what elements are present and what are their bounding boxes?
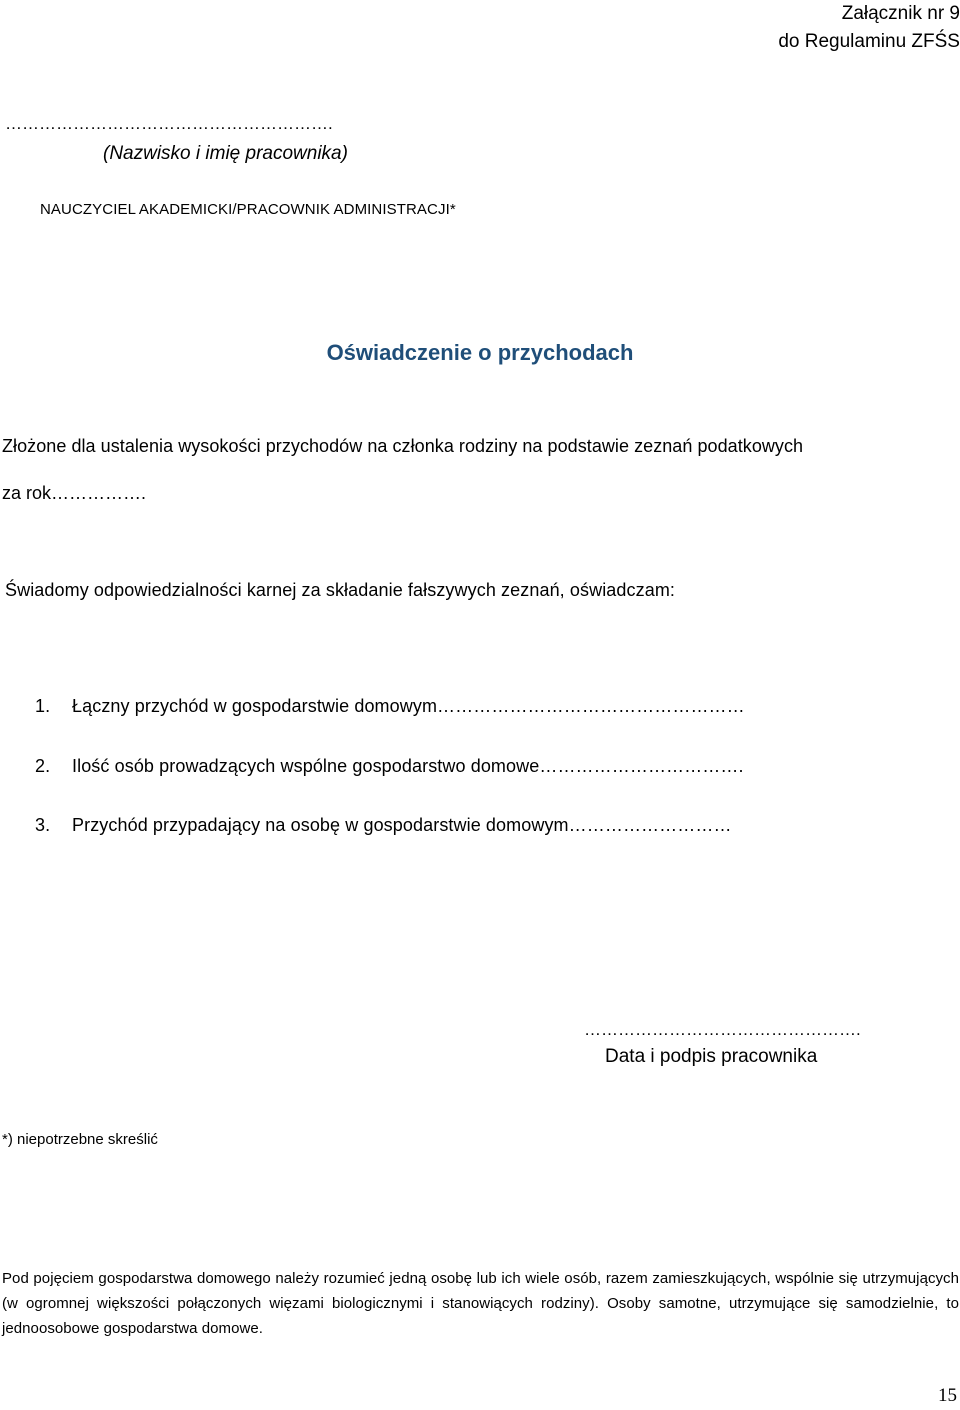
tax-year-field[interactable]: za rok……………. [2,483,147,503]
annex-reference [778,0,960,56]
list-item-number: 3. [35,815,51,835]
household-definition: Pod pojęciem gospodarstwa domowego należy rozumieć jedną osobę lub ich wiele osób, razem zamieszkujących, wspólnie się utrzymujących (w ogromnej większości połączonych więzami biologicznymi i stanowiących rodziny). Osoby samotne, utrzymujące się samodzielnie, to jednoosobowe gospodarstwa domowe. [2,1270,959,1337]
list-item-text: Ilość osób prowadzących wspólne gospodarstwo domowe……………………………. [72,756,744,776]
intro-line-1: Złożone dla ustalenia wysokości przychodów na członka rodziny na podstawie zeznań podatkowych [2,436,804,456]
document-title: Oświadczenie o przychodach [326,340,634,365]
list-item-number: 1. [35,696,51,716]
annex-regulation: do Regulaminu ZFŚS [778,31,960,52]
declaration-statement: Świadomy odpowiedzialności karnej za składanie fałszywych zeznań, oświadczam: [5,580,676,600]
list-item-total-income[interactable] [35,693,745,720]
signature-field[interactable]: …………………………………………. [584,1020,861,1039]
page-number: 15 [938,1385,957,1406]
list-item-number: 2. [35,756,51,776]
employee-name-field[interactable]: …………………………………………………. [5,114,333,133]
employee-name-caption: (Nazwisko i imię pracownika) [103,143,348,164]
list-item-income-per-person[interactable] [35,812,732,839]
signature-caption: Data i podpis pracownika [605,1046,818,1067]
list-item-household-size[interactable] [35,753,744,780]
list-item-text: Przychód przypadający na osobę w gospodarstwie domowym……………………… [72,815,732,835]
footnote: *) niepotrzebne skreślić [2,1131,158,1148]
annex-number: Załącznik nr 9 [841,3,960,24]
list-item-text: Łączny przychód w gospodarstwie domowym…………………………………………… [72,696,745,716]
employee-role: NAUCZYCIEL AKADEMICKI/PRACOWNIK ADMINISTRACJI* [40,201,456,218]
